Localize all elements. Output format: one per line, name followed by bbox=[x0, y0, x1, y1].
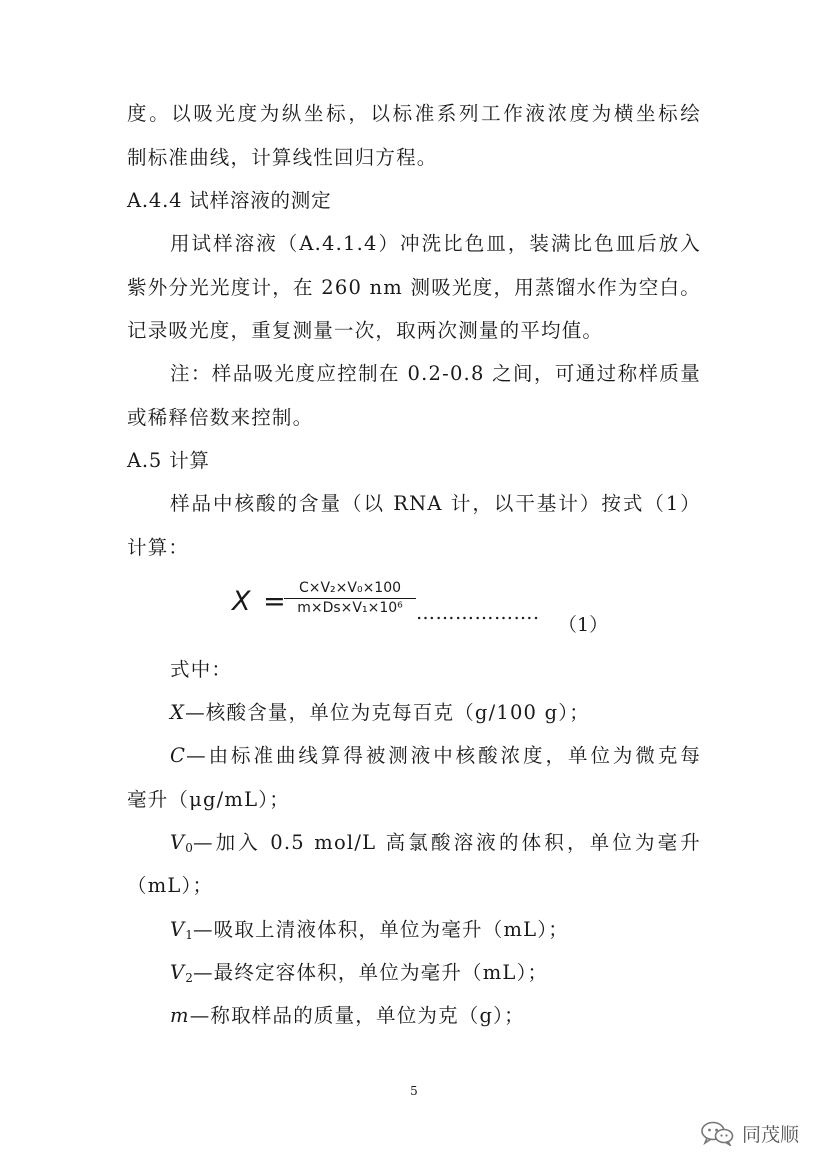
definition-text: —由标准曲线算得被测液中核酸浓度，单位为微克每 bbox=[186, 744, 701, 767]
definition-v0 bbox=[170, 828, 701, 863]
section-heading-a444: A.4.4 试样溶液的测定 bbox=[127, 189, 332, 212]
text-line: 用试样溶液（A.4.1.4）冲洗比色皿，装满比色皿后放入 bbox=[170, 232, 701, 255]
definition-v2 bbox=[170, 958, 701, 993]
note-line: 或稀释倍数来控制。 bbox=[127, 406, 314, 429]
formula-fraction bbox=[284, 580, 416, 617]
formula-lhs: X = bbox=[232, 586, 288, 617]
formula-leader-dots: ………………. bbox=[416, 602, 540, 624]
definition-c bbox=[170, 741, 701, 771]
watermark-text: 同茂顺 bbox=[742, 1123, 800, 1146]
formula-denominator: m×Ds×V₁×10⁶ bbox=[297, 600, 403, 616]
symbol-v1: V bbox=[170, 918, 186, 941]
definition-v1 bbox=[170, 915, 701, 950]
definition-m bbox=[170, 1001, 701, 1031]
text-line: 样品中核酸的含量（以 RNA 计，以干基计）按式（1） bbox=[170, 492, 701, 515]
text-line: 记录吸光度，重复测量一次，取两次测量的平均值。 bbox=[127, 319, 604, 342]
page-number: 5 bbox=[410, 1084, 418, 1098]
definition-text: —称取样品的质量，单位为克（g）； bbox=[189, 1004, 525, 1027]
definition-x bbox=[170, 698, 701, 728]
where-label: 式中： bbox=[170, 658, 233, 681]
wechat-icon bbox=[700, 1120, 734, 1146]
definition-v0-cont: （mL）； bbox=[127, 874, 214, 897]
definition-c-cont: 毫升（μg/mL）； bbox=[127, 788, 290, 811]
note-line: 注：样品吸光度应控制在 0.2-0.8 之间，可通过称样质量 bbox=[170, 362, 701, 385]
definition-text: —加入 0.5 mol/L 高氯酸溶液的体积，单位为毫升 bbox=[192, 831, 701, 854]
watermark bbox=[700, 1118, 799, 1148]
symbol-v0-subscript: 0 bbox=[185, 841, 193, 855]
symbol-m: m bbox=[170, 1004, 190, 1027]
formula-1 bbox=[232, 578, 632, 638]
formula-numerator: C×V₂×V₀×100 bbox=[284, 580, 416, 599]
symbol-v1-subscript: 1 bbox=[185, 928, 193, 942]
text-line: 计算： bbox=[127, 536, 190, 559]
definition-text: —最终定容体积，单位为毫升（mL）； bbox=[192, 961, 549, 984]
definition-text: —吸取上清液体积，单位为毫升（mL）； bbox=[192, 918, 569, 941]
symbol-v0: V bbox=[170, 831, 186, 854]
text-line: 紫外分光光度计，在 260 nm 测吸光度，用蒸馏水作为空白。 bbox=[127, 276, 701, 299]
text-line: 制标准曲线，计算线性回归方程。 bbox=[127, 146, 438, 169]
symbol-x: X bbox=[170, 701, 186, 724]
section-heading-a5: A.5 计算 bbox=[127, 449, 210, 472]
text-line: 度。以吸光度为纵坐标，以标准系列工作液浓度为横坐标绘 bbox=[127, 102, 701, 125]
symbol-v2-subscript: 2 bbox=[185, 971, 193, 985]
symbol-v2: V bbox=[170, 961, 186, 984]
formula-number: （1） bbox=[558, 614, 609, 636]
symbol-c: C bbox=[170, 744, 187, 767]
definition-text: —核酸含量，单位为克每百克（g/100 g）； bbox=[185, 701, 590, 724]
